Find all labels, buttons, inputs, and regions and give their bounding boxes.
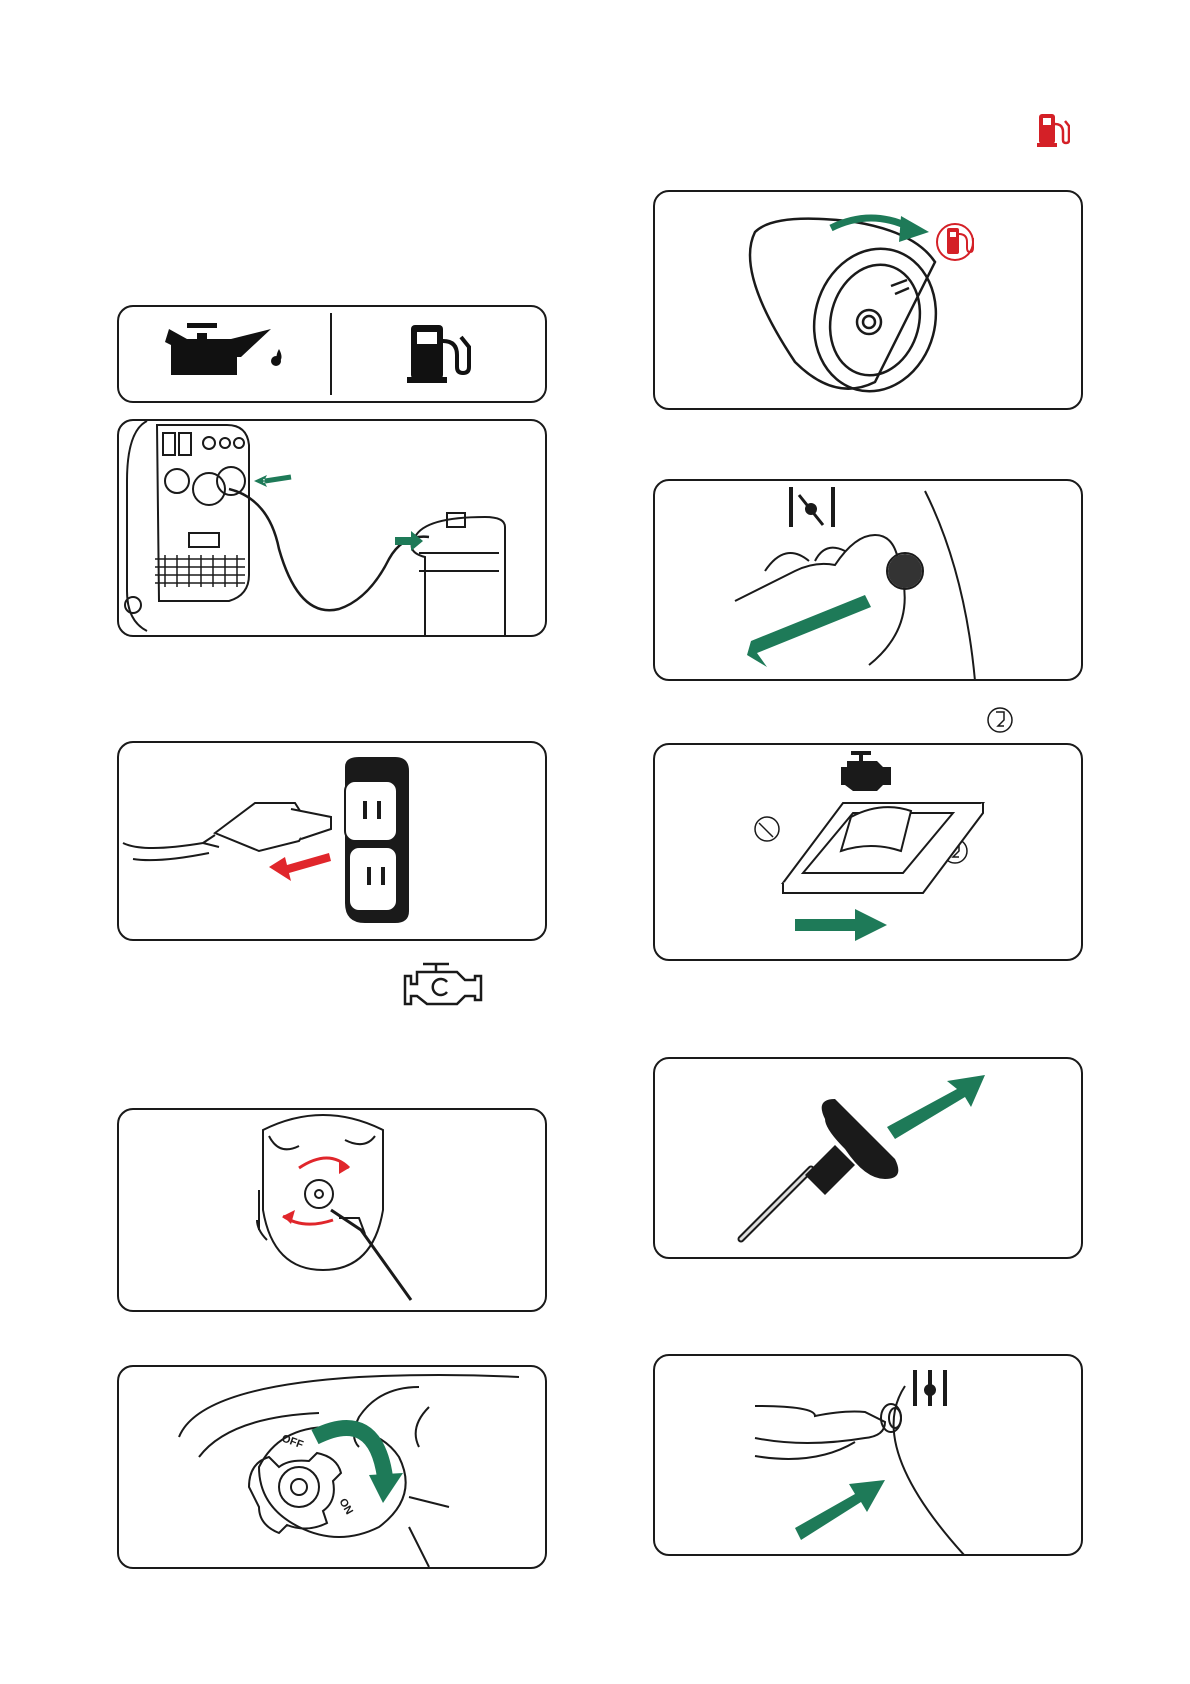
choke-open-icon	[986, 704, 1014, 736]
fuel-valve-knob-panel	[117, 1365, 547, 1569]
propane-valve-panel	[117, 1108, 547, 1312]
valve-on-label: ON	[336, 1496, 356, 1517]
fuel-pump-icon	[937, 224, 973, 260]
choke-open-icon	[915, 1370, 945, 1406]
fuel-cap-turn-panel	[653, 190, 1083, 410]
t-handle-tool-panel	[653, 1057, 1083, 1259]
unplug-cord-panel	[117, 741, 547, 941]
valve-off-label: OFF	[279, 1432, 305, 1452]
check-engine-icon	[841, 751, 891, 791]
propane-hose-connection-panel	[117, 419, 547, 637]
choke-closed-icon	[791, 487, 833, 527]
choke-closed-icon	[755, 817, 779, 841]
choke-pull-panel	[653, 479, 1083, 681]
fuel-pump-icon	[1036, 110, 1070, 150]
fuel-pump-icon	[407, 325, 469, 383]
check-engine-icon	[403, 960, 493, 1016]
oil-can-icon	[165, 323, 282, 375]
engine-switch-panel	[653, 743, 1083, 961]
oil-fuel-icon-panel	[117, 305, 547, 403]
choke-push-panel	[653, 1354, 1083, 1556]
